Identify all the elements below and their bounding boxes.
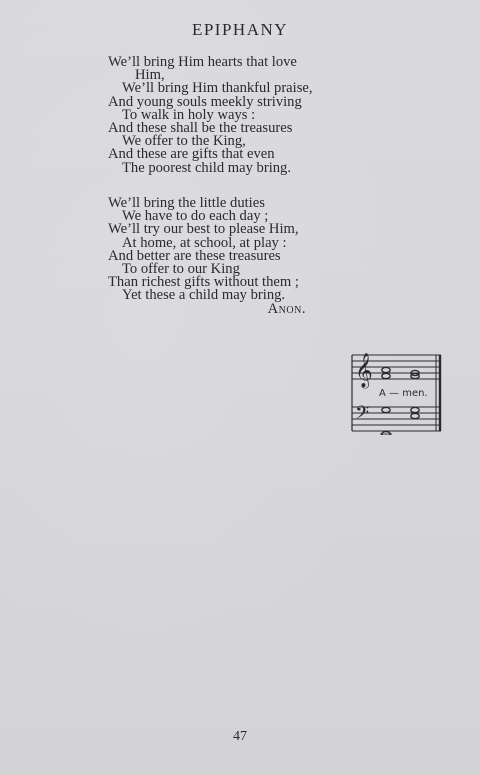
poem-stanza-1	[108, 56, 313, 175]
poem-line: Than richest gifts without them ;	[108, 274, 299, 291]
poem-line: We offer to the King,	[122, 133, 246, 150]
poem-line: We’ll bring Him hearts that love	[108, 54, 297, 70]
poem-line: At home, at school, at play :	[122, 234, 287, 251]
poem-stanza-2	[108, 197, 306, 316]
poem-line: And better are these treasures	[108, 247, 281, 264]
treble-clef-icon: 𝄞	[355, 353, 373, 388]
page-number: 47	[233, 729, 247, 744]
poem-line: To walk in holy ways :	[122, 106, 256, 123]
amen-music-notation	[349, 349, 443, 435]
page-title: EPIPHANY	[191, 20, 289, 39]
poem-line: And these shall be the treasures	[108, 120, 293, 137]
bass-clef-icon: 𝄢	[355, 403, 370, 428]
poem-line: We’ll try our best to please Him,	[108, 221, 299, 238]
poem-line: And these are gifts that even	[108, 146, 275, 163]
amen-lyric: A — men.	[379, 388, 428, 399]
poem-line: We have to do each day ;	[122, 208, 269, 225]
poem-line: And young souls meekly striving	[108, 93, 302, 110]
poem-author: Anon.	[267, 300, 306, 317]
poem-line: We’ll bring Him thankful praise,	[122, 80, 313, 97]
poem-line: The poorest child may bring.	[122, 159, 292, 176]
poem-line: We’ll bring the little duties	[108, 195, 265, 211]
poem-line: To offer to our King	[122, 261, 240, 278]
poem-line: Him,	[135, 67, 165, 84]
poem-line: Yet these a child may bring.	[122, 287, 286, 304]
